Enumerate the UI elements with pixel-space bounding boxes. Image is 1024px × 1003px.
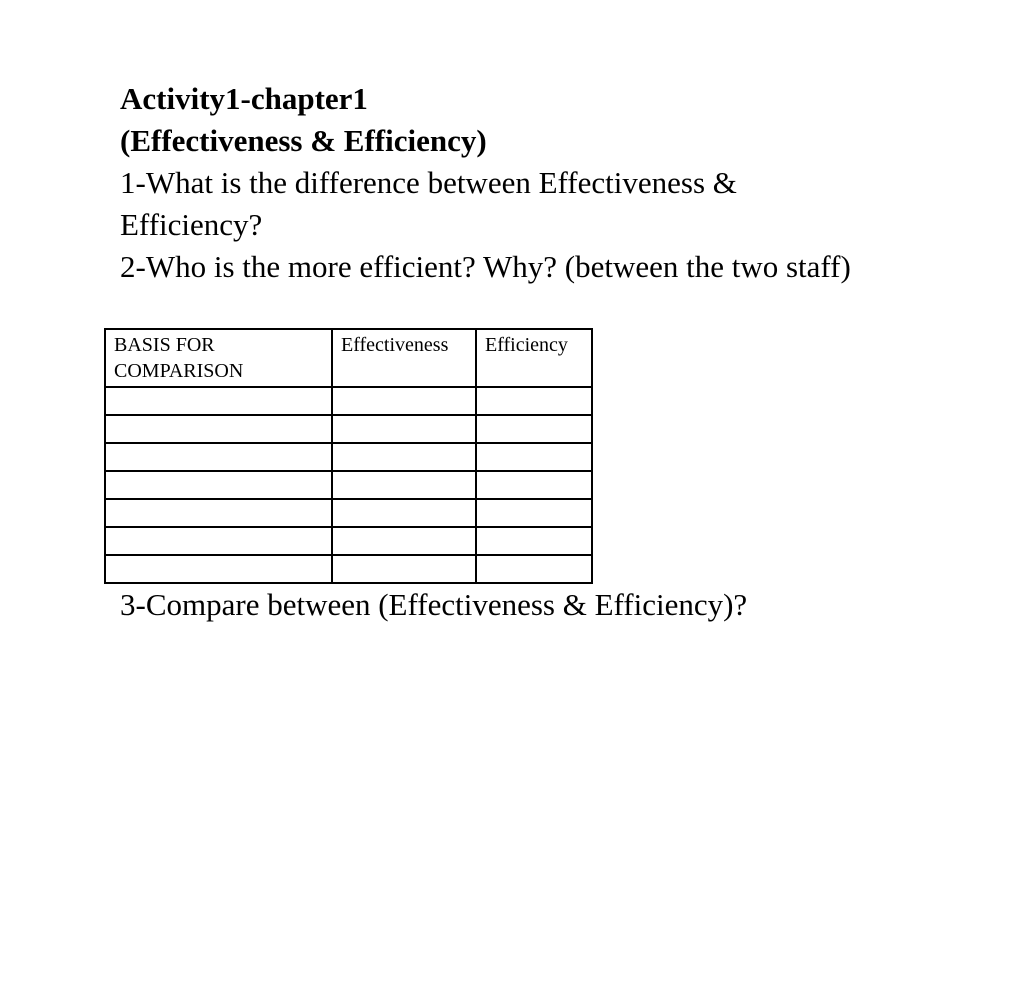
table-cell (476, 527, 592, 555)
table-cell (476, 471, 592, 499)
document-title: Activity1-chapter1 (120, 81, 368, 116)
table-cell (476, 499, 592, 527)
table-row (105, 527, 592, 555)
table-cell (332, 443, 476, 471)
header-efficiency: Efficiency (476, 329, 592, 387)
table-cell (105, 527, 332, 555)
table-row (105, 555, 592, 583)
table-cell (105, 499, 332, 527)
table-cell (476, 555, 592, 583)
table-row (105, 499, 592, 527)
table-cell (476, 387, 592, 415)
document-body (120, 78, 980, 288)
header-basis: BASIS FOR COMPARISON (105, 329, 332, 387)
comparison-table (104, 328, 593, 584)
table-row (105, 387, 592, 415)
table-cell (105, 471, 332, 499)
question-1: 1-What is the difference between Effectiveness & Efficiency? (120, 165, 737, 242)
table-cell (105, 555, 332, 583)
table-cell (332, 499, 476, 527)
table-cell (105, 387, 332, 415)
table-cell (332, 555, 476, 583)
table-cell (332, 471, 476, 499)
table-row (105, 415, 592, 443)
table-cell (476, 415, 592, 443)
document-subtitle: (Effectiveness & Efficiency) (120, 123, 487, 158)
table-row (105, 471, 592, 499)
question-2: 2-Who is the more efficient? Why? (between the two staff) (120, 249, 851, 284)
table-header-row (105, 329, 592, 387)
table-cell (332, 387, 476, 415)
table-cell (105, 415, 332, 443)
table-row (105, 443, 592, 471)
table-cell (476, 443, 592, 471)
table-cell (332, 415, 476, 443)
header-effectiveness: Effectiveness (332, 329, 476, 387)
question-3: 3-Compare between (Effectiveness & Efficiency)? (120, 587, 748, 622)
table-cell (105, 443, 332, 471)
table-cell (332, 527, 476, 555)
